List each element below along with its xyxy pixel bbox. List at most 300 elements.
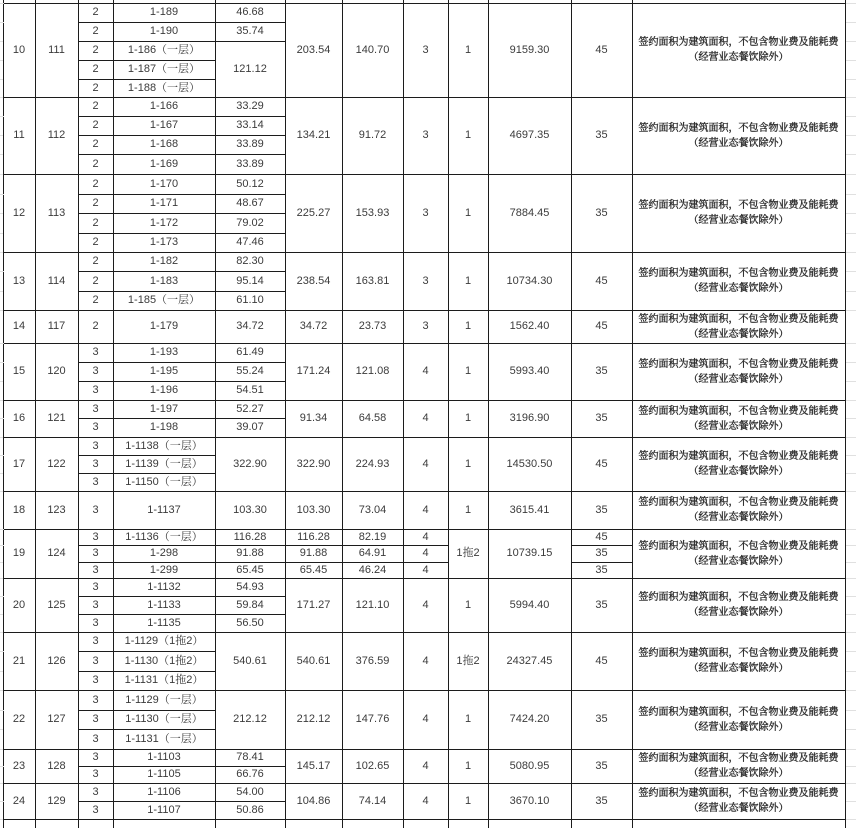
cell-net-area[interactable]: 153.93 [342, 174, 403, 252]
clipped-cell[interactable] [342, 819, 403, 828]
clipped-cell[interactable] [488, 819, 571, 828]
cell-net-area[interactable]: 64.58 [342, 400, 403, 437]
cell-area[interactable]: 47.46 [215, 233, 285, 252]
cell-unit-no[interactable]: 111 [35, 3, 78, 97]
cell-area[interactable]: 78.41 [215, 749, 285, 766]
cell-unit-no[interactable]: 129 [35, 783, 78, 819]
cell-room-no[interactable]: 1-1129（一层） [113, 690, 215, 710]
cell-amount[interactable]: 10739.15 [488, 529, 571, 578]
cell-count[interactable]: 3 [403, 174, 448, 252]
cell-room-no[interactable]: 1-193 [113, 343, 215, 362]
cell-unit-price[interactable]: 35 [571, 491, 632, 529]
cell-unit-price[interactable]: 35 [571, 783, 632, 819]
cell-total-area[interactable]: 116.28 [285, 529, 342, 545]
cell-unit-no[interactable]: 114 [35, 252, 78, 310]
cell-unit-price[interactable]: 35 [571, 578, 632, 632]
cell-room-no[interactable]: 1-173 [113, 233, 215, 252]
cell-contract-mode[interactable]: 1 [448, 749, 488, 783]
grid-margin [845, 473, 856, 491]
cell-unit-price[interactable]: 35 [571, 690, 632, 749]
grid-margin [845, 381, 856, 400]
cell-building-no[interactable]: 2 [78, 79, 113, 97]
clipped-cell[interactable] [571, 819, 632, 828]
cell-net-area[interactable]: 82.19 [342, 529, 403, 545]
cell-building-no[interactable]: 2 [78, 291, 113, 310]
cell-room-no[interactable]: 1-167 [113, 116, 215, 135]
cell-total-area[interactable]: 203.54 [285, 3, 342, 97]
cell-seq[interactable]: 22 [3, 690, 35, 749]
grid-margin [845, 578, 856, 596]
cell-count[interactable]: 4 [403, 437, 448, 491]
cell-building-no[interactable]: 2 [78, 252, 113, 271]
cell-count[interactable]: 4 [403, 545, 448, 562]
cell-building-no[interactable]: 3 [78, 614, 113, 632]
cell-count[interactable]: 3 [403, 3, 448, 97]
cell-room-no[interactable]: 1-179 [113, 310, 215, 343]
cell-remark[interactable]: 签约面积为建筑面积，不包含物业费及能耗费（经营业态餐饮除外） [632, 783, 845, 819]
cell-seq[interactable]: 18 [3, 491, 35, 529]
cell-room-no[interactable]: 1-187（一层） [113, 60, 215, 79]
grid-margin [845, 614, 856, 632]
clipped-cell[interactable] [448, 819, 488, 828]
clipped-cell[interactable] [35, 819, 78, 828]
clipped-cell[interactable] [78, 819, 113, 828]
cell-contract-mode[interactable]: 1 [448, 3, 488, 97]
clipped-cell[interactable] [403, 819, 448, 828]
cell-room-no[interactable]: 1-188（一层） [113, 79, 215, 97]
cell-seq[interactable]: 13 [3, 252, 35, 310]
cell-count[interactable]: 3 [403, 310, 448, 343]
cell-room-no[interactable]: 1-195 [113, 362, 215, 381]
cell-contract-mode[interactable]: 1拖2 [448, 632, 488, 690]
cell-building-no[interactable]: 2 [78, 22, 113, 41]
cell-amount[interactable]: 7884.45 [488, 174, 571, 252]
clipped-cell[interactable] [632, 819, 845, 828]
cell-count[interactable]: 3 [403, 97, 448, 174]
cell-area[interactable]: 33.89 [215, 154, 285, 174]
cell-total-area[interactable]: 103.30 [285, 491, 342, 529]
cell-net-area[interactable]: 121.10 [342, 578, 403, 632]
cell-count[interactable]: 4 [403, 578, 448, 632]
grid-margin [0, 154, 3, 174]
grid-margin [845, 801, 856, 819]
cell-room-no[interactable]: 1-1105 [113, 766, 215, 783]
cell-area[interactable]: 35.74 [215, 22, 285, 41]
grid-margin [845, 60, 856, 79]
cell-area[interactable]: 79.02 [215, 213, 285, 233]
cell-building-no[interactable]: 3 [78, 729, 113, 749]
cell-area[interactable]: 65.45 [215, 562, 285, 578]
cell-building-no[interactable]: 3 [78, 801, 113, 819]
cell-room-no[interactable]: 1-197 [113, 400, 215, 418]
cell-building-no[interactable]: 3 [78, 418, 113, 437]
cell-building-no[interactable]: 3 [78, 632, 113, 651]
cell-remark[interactable]: 签约面积为建筑面积，不包含物业费及能耗费（经营业态餐饮除外） [632, 252, 845, 310]
cell-unit-no[interactable]: 121 [35, 400, 78, 437]
cell-room-no[interactable]: 1-172 [113, 213, 215, 233]
cell-room-no[interactable]: 1-1136（一层） [113, 529, 215, 545]
cell-area[interactable]: 50.12 [215, 174, 285, 194]
cell-count[interactable]: 4 [403, 562, 448, 578]
grid-margin [845, 97, 856, 116]
clipped-cell[interactable] [3, 819, 35, 828]
cell-unit-no[interactable]: 127 [35, 690, 78, 749]
cell-amount[interactable]: 7424.20 [488, 690, 571, 749]
cell-unit-price[interactable]: 45 [571, 437, 632, 491]
cell-net-area[interactable]: 74.14 [342, 783, 403, 819]
cell-area[interactable]: 54.93 [215, 578, 285, 596]
cell-remark[interactable]: 签约面积为建筑面积，不包含物业费及能耗费（经营业态餐饮除外） [632, 749, 845, 783]
cell-unit-price[interactable]: 35 [571, 545, 632, 562]
cell-contract-mode[interactable]: 1 [448, 343, 488, 400]
cell-building-no[interactable]: 3 [78, 455, 113, 473]
cell-building-no[interactable]: 3 [78, 381, 113, 400]
cell-room-no[interactable]: 1-183 [113, 271, 215, 291]
cell-room-no[interactable]: 1-1103 [113, 749, 215, 766]
grid-margin [845, 729, 856, 749]
cell-unit-price[interactable]: 45 [571, 3, 632, 97]
cell-remark[interactable]: 签约面积为建筑面积，不包含物业费及能耗费（经营业态餐饮除外） [632, 491, 845, 529]
grid-margin [845, 766, 856, 783]
cell-seq[interactable]: 14 [3, 310, 35, 343]
cell-room-no[interactable]: 1-1133 [113, 596, 215, 614]
cell-unit-price[interactable]: 35 [571, 174, 632, 252]
cell-building-no[interactable]: 3 [78, 690, 113, 710]
grid-margin [0, 545, 3, 562]
cell-building-no[interactable]: 3 [78, 671, 113, 690]
cell-area[interactable]: 55.24 [215, 362, 285, 381]
cell-area[interactable]: 82.30 [215, 252, 285, 271]
cell-room-no[interactable]: 1-1150（一层） [113, 473, 215, 491]
cell-building-no[interactable]: 2 [78, 213, 113, 233]
cell-contract-mode[interactable]: 1 [448, 437, 488, 491]
cell-unit-price[interactable]: 45 [571, 632, 632, 690]
cell-contract-mode[interactable]: 1 [448, 310, 488, 343]
cell-unit-price[interactable]: 45 [571, 252, 632, 310]
cell-area[interactable]: 91.88 [215, 545, 285, 562]
cell-total-area[interactable]: 212.12 [285, 690, 342, 749]
cell-unit-price[interactable]: 45 [571, 529, 632, 545]
cell-remark[interactable]: 签约面积为建筑面积，不包含物业费及能耗费（经营业态餐饮除外） [632, 97, 845, 174]
grid-margin [0, 79, 3, 97]
cell-area[interactable]: 50.86 [215, 801, 285, 819]
cell-area[interactable]: 48.67 [215, 194, 285, 213]
cell-seq[interactable]: 15 [3, 343, 35, 400]
cell-contract-mode[interactable]: 1 [448, 174, 488, 252]
clipped-cell[interactable] [215, 819, 285, 828]
cell-area[interactable]: 95.14 [215, 271, 285, 291]
cell-total-area[interactable]: 145.17 [285, 749, 342, 783]
cell-room-no[interactable]: 1-171 [113, 194, 215, 213]
cell-net-area[interactable]: 64.91 [342, 545, 403, 562]
cell-building-no[interactable]: 3 [78, 596, 113, 614]
cell-net-area[interactable]: 102.65 [342, 749, 403, 783]
cell-room-no[interactable]: 1-1129（1拖2） [113, 632, 215, 651]
cell-seq[interactable]: 16 [3, 400, 35, 437]
cell-room-no[interactable]: 1-1107 [113, 801, 215, 819]
cell-area[interactable]: 54.00 [215, 783, 285, 801]
cell-amount[interactable]: 3196.90 [488, 400, 571, 437]
cell-room-no[interactable]: 1-189 [113, 3, 215, 22]
cell-building-no[interactable]: 2 [78, 271, 113, 291]
cell-net-area[interactable]: 91.72 [342, 97, 403, 174]
cell-building-no[interactable]: 3 [78, 783, 113, 801]
cell-room-no[interactable]: 1-1138（一层） [113, 437, 215, 455]
cell-building-no[interactable]: 2 [78, 135, 113, 154]
cell-count[interactable]: 4 [403, 400, 448, 437]
cell-unit-price[interactable]: 35 [571, 749, 632, 783]
cell-building-no[interactable]: 3 [78, 749, 113, 766]
cell-room-no[interactable]: 1-1132 [113, 578, 215, 596]
grid-margin [845, 596, 856, 614]
cell-total-area[interactable]: 134.21 [285, 97, 342, 174]
cell-area[interactable]: 39.07 [215, 418, 285, 437]
cell-building-no[interactable]: 2 [78, 60, 113, 79]
cell-area[interactable]: 34.72 [215, 310, 285, 343]
cell-remark[interactable]: 签约面积为建筑面积，不包含物业费及能耗费（经营业态餐饮除外） [632, 3, 845, 97]
cell-unit-no[interactable]: 117 [35, 310, 78, 343]
cell-building-no[interactable]: 2 [78, 310, 113, 343]
cell-count[interactable]: 4 [403, 529, 448, 545]
grid-margin [0, 766, 3, 783]
cell-unit-no[interactable]: 125 [35, 578, 78, 632]
cell-net-area[interactable]: 147.76 [342, 690, 403, 749]
cell-count[interactable]: 4 [403, 343, 448, 400]
cell-building-no[interactable]: 3 [78, 578, 113, 596]
cell-net-area[interactable]: 376.59 [342, 632, 403, 690]
grid-margin [0, 418, 3, 437]
cell-amount[interactable]: 4697.35 [488, 97, 571, 174]
cell-unit-no[interactable]: 124 [35, 529, 78, 578]
cell-unit-price[interactable]: 35 [571, 97, 632, 174]
cell-room-no[interactable]: 1-1131（1拖2） [113, 671, 215, 690]
cell-unit-no[interactable]: 123 [35, 491, 78, 529]
cell-net-area[interactable]: 140.70 [342, 3, 403, 97]
cell-area[interactable]: 33.29 [215, 97, 285, 116]
cell-room-no[interactable]: 1-166 [113, 97, 215, 116]
grid-margin [0, 291, 3, 310]
cell-contract-mode[interactable]: 1 [448, 690, 488, 749]
cell-contract-mode[interactable]: 1 [448, 252, 488, 310]
cell-area[interactable]: 66.76 [215, 766, 285, 783]
cell-total-area[interactable]: 104.86 [285, 783, 342, 819]
cell-amount[interactable]: 10734.30 [488, 252, 571, 310]
grid-margin [845, 362, 856, 381]
cell-total-area[interactable]: 540.61 [285, 632, 342, 690]
cell-amount[interactable]: 14530.50 [488, 437, 571, 491]
cell-seq[interactable]: 12 [3, 174, 35, 252]
cell-remark[interactable]: 签约面积为建筑面积，不包含物业费及能耗费（经营业态餐饮除外） [632, 174, 845, 252]
cell-total-area[interactable]: 91.34 [285, 400, 342, 437]
cell-remark[interactable]: 签约面积为建筑面积，不包含物业费及能耗费（经营业态餐饮除外） [632, 343, 845, 400]
cell-amount[interactable]: 3615.41 [488, 491, 571, 529]
cell-amount[interactable]: 1562.40 [488, 310, 571, 343]
cell-contract-mode[interactable]: 1 [448, 400, 488, 437]
cell-count[interactable]: 3 [403, 252, 448, 310]
cell-net-area[interactable]: 163.81 [342, 252, 403, 310]
cell-area[interactable]: 116.28 [215, 529, 285, 545]
cell-room-no[interactable]: 1-299 [113, 562, 215, 578]
cell-area[interactable]: 52.27 [215, 400, 285, 418]
cell-contract-mode[interactable]: 1拖2 [448, 529, 488, 578]
grid-margin [845, 783, 856, 801]
cell-contract-mode[interactable]: 1 [448, 491, 488, 529]
cell-net-area[interactable]: 224.93 [342, 437, 403, 491]
grid-margin [845, 455, 856, 473]
cell-room-no[interactable]: 1-190 [113, 22, 215, 41]
cell-area[interactable]: 103.30 [215, 491, 285, 529]
cell-building-no[interactable]: 3 [78, 437, 113, 455]
cell-room-no[interactable]: 1-168 [113, 135, 215, 154]
cell-room-no[interactable]: 1-298 [113, 545, 215, 562]
cell-remark[interactable]: 签约面积为建筑面积，不包含物业费及能耗费（经营业态餐饮除外） [632, 632, 845, 690]
cell-unit-price[interactable]: 35 [571, 343, 632, 400]
cell-total-area[interactable]: 65.45 [285, 562, 342, 578]
cell-room-no[interactable]: 1-185（一层） [113, 291, 215, 310]
cell-unit-price[interactable]: 45 [571, 310, 632, 343]
cell-remark[interactable]: 签约面积为建筑面积，不包含物业费及能耗费（经营业态餐饮除外） [632, 400, 845, 437]
cell-count[interactable]: 4 [403, 749, 448, 783]
cell-net-area[interactable]: 23.73 [342, 310, 403, 343]
cell-unit-price[interactable]: 35 [571, 400, 632, 437]
cell-room-no[interactable]: 1-186（一层） [113, 41, 215, 60]
cell-building-no[interactable]: 2 [78, 154, 113, 174]
cell-building-no[interactable]: 2 [78, 174, 113, 194]
cell-building-no[interactable]: 3 [78, 562, 113, 578]
cell-total-area[interactable]: 322.90 [285, 437, 342, 491]
cell-total-area[interactable]: 34.72 [285, 310, 342, 343]
cell-area[interactable]: 59.84 [215, 596, 285, 614]
cell-area[interactable]: 46.68 [215, 3, 285, 22]
cell-room-no[interactable]: 1-1106 [113, 783, 215, 801]
cell-building-no[interactable]: 2 [78, 3, 113, 22]
cell-amount[interactable]: 24327.45 [488, 632, 571, 690]
cell-count[interactable]: 4 [403, 491, 448, 529]
cell-unit-no[interactable]: 120 [35, 343, 78, 400]
cell-count[interactable]: 4 [403, 690, 448, 749]
cell-seq[interactable]: 24 [3, 783, 35, 819]
cell-seq[interactable]: 20 [3, 578, 35, 632]
cell-area[interactable]: 540.61 [215, 632, 285, 690]
cell-area[interactable]: 33.89 [215, 135, 285, 154]
cell-seq[interactable]: 11 [3, 97, 35, 174]
cell-room-no[interactable]: 1-1135 [113, 614, 215, 632]
grid-margin [0, 362, 3, 381]
cell-area[interactable]: 54.51 [215, 381, 285, 400]
grid-margin [0, 729, 3, 749]
cell-unit-no[interactable]: 112 [35, 97, 78, 174]
cell-amount[interactable]: 5994.40 [488, 578, 571, 632]
cell-room-no[interactable]: 1-170 [113, 174, 215, 194]
cell-remark[interactable]: 签约面积为建筑面积，不包含物业费及能耗费（经营业态餐饮除外） [632, 437, 845, 491]
cell-building-no[interactable]: 2 [78, 116, 113, 135]
cell-unit-no[interactable]: 113 [35, 174, 78, 252]
cell-building-no[interactable]: 3 [78, 529, 113, 545]
cell-net-area[interactable]: 46.24 [342, 562, 403, 578]
cell-remark[interactable]: 签约面积为建筑面积，不包含物业费及能耗费（经营业态餐饮除外） [632, 690, 845, 749]
clipped-cell[interactable] [285, 819, 342, 828]
cell-area[interactable]: 322.90 [215, 437, 285, 491]
grid-margin [0, 60, 3, 79]
cell-total-area[interactable]: 171.24 [285, 343, 342, 400]
grid-margin [845, 116, 856, 135]
cell-remark[interactable]: 签约面积为建筑面积，不包含物业费及能耗费（经营业态餐饮除外） [632, 310, 845, 343]
cell-seq[interactable]: 10 [3, 3, 35, 97]
grid-margin [0, 562, 3, 578]
cell-count[interactable]: 4 [403, 783, 448, 819]
cell-room-no[interactable]: 1-169 [113, 154, 215, 174]
cell-room-no[interactable]: 1-1137 [113, 491, 215, 529]
cell-area[interactable]: 33.14 [215, 116, 285, 135]
cell-area[interactable]: 56.50 [215, 614, 285, 632]
cell-area[interactable]: 121.12 [215, 41, 285, 97]
cell-seq[interactable]: 17 [3, 437, 35, 491]
cell-net-area[interactable]: 121.08 [342, 343, 403, 400]
cell-seq[interactable]: 19 [3, 529, 35, 578]
cell-seq[interactable]: 21 [3, 632, 35, 690]
cell-building-no[interactable]: 3 [78, 343, 113, 362]
cell-building-no[interactable]: 3 [78, 491, 113, 529]
cell-total-area[interactable]: 91.88 [285, 545, 342, 562]
cell-room-no[interactable]: 1-182 [113, 252, 215, 271]
cell-room-no[interactable]: 1-1130（1拖2） [113, 651, 215, 671]
cell-total-area[interactable]: 238.54 [285, 252, 342, 310]
grid-margin [845, 343, 856, 362]
cell-building-no[interactable]: 3 [78, 473, 113, 491]
cell-building-no[interactable]: 2 [78, 233, 113, 252]
cell-amount[interactable]: 3670.10 [488, 783, 571, 819]
cell-building-no[interactable]: 2 [78, 97, 113, 116]
cell-area[interactable]: 61.10 [215, 291, 285, 310]
cell-area[interactable]: 212.12 [215, 690, 285, 749]
cell-room-no[interactable]: 1-196 [113, 381, 215, 400]
cell-building-no[interactable]: 3 [78, 710, 113, 729]
cell-total-area[interactable]: 171.27 [285, 578, 342, 632]
cell-building-no[interactable]: 3 [78, 362, 113, 381]
cell-unit-price[interactable]: 35 [571, 562, 632, 578]
grid-margin [0, 135, 3, 154]
cell-count[interactable]: 4 [403, 632, 448, 690]
cell-remark[interactable]: 签约面积为建筑面积，不包含物业费及能耗费（经营业态餐饮除外） [632, 578, 845, 632]
cell-net-area[interactable]: 73.04 [342, 491, 403, 529]
cell-building-no[interactable]: 3 [78, 545, 113, 562]
cell-unit-no[interactable]: 126 [35, 632, 78, 690]
cell-area[interactable]: 61.49 [215, 343, 285, 362]
cell-unit-no[interactable]: 122 [35, 437, 78, 491]
cell-contract-mode[interactable]: 1 [448, 578, 488, 632]
clipped-cell[interactable] [113, 819, 215, 828]
cell-building-no[interactable]: 3 [78, 651, 113, 671]
grid-margin [845, 154, 856, 174]
cell-total-area[interactable]: 225.27 [285, 174, 342, 252]
cell-unit-no[interactable]: 128 [35, 749, 78, 783]
cell-room-no[interactable]: 1-1130（一层） [113, 710, 215, 729]
cell-amount[interactable]: 5993.40 [488, 343, 571, 400]
cell-room-no[interactable]: 1-1131（一层） [113, 729, 215, 749]
cell-building-no[interactable]: 3 [78, 766, 113, 783]
cell-amount[interactable]: 9159.30 [488, 3, 571, 97]
cell-contract-mode[interactable]: 1 [448, 97, 488, 174]
cell-remark[interactable]: 签约面积为建筑面积，不包含物业费及能耗费（经营业态餐饮除外） [632, 529, 845, 578]
cell-contract-mode[interactable]: 1 [448, 783, 488, 819]
cell-room-no[interactable]: 1-1139（一层） [113, 455, 215, 473]
cell-building-no[interactable]: 2 [78, 194, 113, 213]
cell-seq[interactable]: 23 [3, 749, 35, 783]
cell-room-no[interactable]: 1-198 [113, 418, 215, 437]
cell-building-no[interactable]: 2 [78, 41, 113, 60]
cell-amount[interactable]: 5080.95 [488, 749, 571, 783]
cell-building-no[interactable]: 3 [78, 400, 113, 418]
